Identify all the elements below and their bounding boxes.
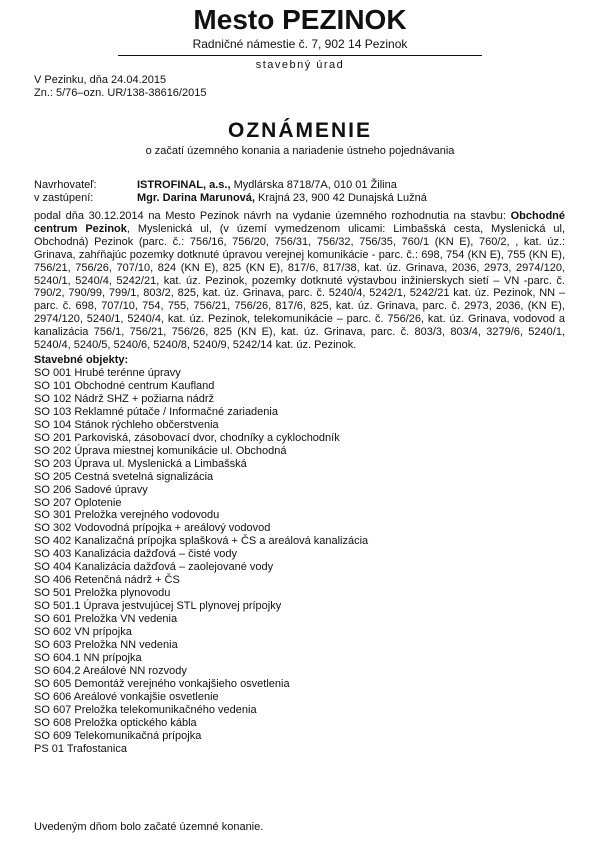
header-divider bbox=[118, 55, 482, 56]
list-item: SO 604.1 NN prípojka bbox=[34, 651, 142, 664]
representative-label: v zastúpení: bbox=[34, 192, 94, 204]
project-description: , Myslenická ul, (v území vymedzenom ulicami: Limbašská cesta, Myslenická ul, Obchodná) Pezinok (parc. č.: 756/16, 756/20, 756/31, 756/32, 756/35, 760/1 (KN E), 760/2, , kat. úz.: Grinava, zahŕňajúc pozemky dotknuté úpravou verejnej komunikácie - parc. č.: 698, 754 (KN E), 755 (KN E), 756/21, 756/26, 707/10, 824 (KN E), 825 (KN E), 817/6, 817/38, kat. úz. Grinava, 2036, 2973, 2974/120, 5240/1, 5240/4, 5242/21, kat. úz. Pezinok, pozemky dotknuté výstavbou inžinierskych sietí – VN -parc. č. 790/2, 790/99, 799/1, 803/2, 825, kat. úz. Grinava, parc. č. 5240/4, 5242/1, 5242/21 kat. úz. Pezinok, NN – parc. č. 698, 707/10, 754, 755, 756/21, 756/26, 817/6, 825, kat. úz. Grinava, parc. č. 2973, 2036, (KN E), 2974/120, 5240/1, 5240/4, kat. úz. Pezinok, telekomunikácie – parc. č. 756/26, kat. úz. Grinava, vodovod a kanalizácia 756/1, 756/21, 756/26, 825 (KN E), kat. úz. Grinava, parc. č. 803/3, 803/4, 3279/6, 5240/1, 5240/4, 5240/5, 5240/6, 5240/8, 5240/9, 5242/14 kat. úz. Pezinok. bbox=[34, 222, 566, 352]
list-item: SO 603 Preložka NN vedenia bbox=[34, 639, 178, 652]
representative-address: Krajná 23, 900 42 Dunajská Lužná bbox=[254, 192, 427, 204]
list-item: SO 103 Reklamné pútače / Informačné zariadenia bbox=[34, 405, 278, 418]
city-title: Mesto PEZINOK bbox=[193, 4, 407, 35]
date-line: V Pezinku, dňa 24.04.2015 bbox=[34, 74, 167, 86]
office-name: stavebný úrad bbox=[255, 59, 345, 71]
list-item: SO 206 Sadové úpravy bbox=[34, 483, 148, 496]
city-address: Radničné námestie č. 7, 902 14 Pezinok bbox=[192, 37, 408, 51]
list-item: SO 605 Demontáž verejného vonkajšieho osvetlenia bbox=[34, 677, 290, 690]
list-item: PS 01 Trafostanica bbox=[34, 742, 127, 755]
list-item: SO 201 Parkoviská, zásobovací dvor, chodníky a cyklochodník bbox=[34, 431, 340, 444]
list-item: SO 608 Preložka optického kábla bbox=[34, 716, 197, 729]
list-item: SO 104 Stánok rýchleho občerstvenia bbox=[34, 418, 219, 431]
applicant-line bbox=[34, 179, 397, 192]
project-name: Obchodné centrum Pezinok bbox=[34, 210, 565, 235]
notice-title: OZNÁMENIE bbox=[228, 119, 372, 142]
list-item: SO 501 Preložka plynovodu bbox=[34, 587, 171, 600]
file-number: Zn.: 5/76–ozn. UR/138-38616/2015 bbox=[34, 87, 207, 99]
list-item: SO 301 Preložka verejného vodovodu bbox=[34, 509, 220, 522]
closing-sentence: Uvedeným dňom bolo začaté územné konanie. bbox=[34, 821, 264, 833]
list-item: SO 102 Nádrž SHZ + požiarna nádrž bbox=[34, 392, 215, 405]
application-text bbox=[34, 210, 565, 352]
date-block bbox=[34, 74, 206, 100]
representative-name: Mgr. Darina Marunová, bbox=[137, 192, 255, 204]
list-item: SO 501.1 Úprava jestvujúcej STL plynovej prípojky bbox=[34, 600, 282, 613]
objects-list bbox=[34, 367, 368, 756]
list-item: SO 404 Kanalizácia dažďová – zaolejované vody bbox=[34, 561, 274, 574]
list-item: SO 607 Preložka telekomunikačného vedenia bbox=[34, 703, 257, 716]
list-item: SO 402 Kanalizačná prípojka splašková + ČS a areálová kanalizácia bbox=[34, 535, 369, 548]
list-item: SO 202 Úprava miestnej komunikácie ul. Obchodná bbox=[34, 444, 287, 457]
list-item: SO 302 Vodovodná prípojka + areálový vodovod bbox=[34, 522, 271, 535]
applicant-address: Mydlárska 8718/7A, 010 01 Žilina bbox=[230, 179, 397, 191]
list-item: SO 604.2 Areálové NN rozvody bbox=[34, 664, 187, 677]
list-item: SO 606 Areálové vonkajšie osvetlenie bbox=[34, 690, 219, 703]
list-item: SO 609 Telekomunikačná prípojka bbox=[34, 729, 202, 742]
list-item: SO 602 VN prípojka bbox=[34, 626, 132, 639]
list-item: SO 406 Retenčná nádrž + ČS bbox=[34, 574, 180, 587]
notice-subtitle: o začatí územného konania a nariadenie ústneho pojednávania bbox=[145, 145, 455, 157]
list-item: SO 207 Oplotenie bbox=[34, 496, 122, 509]
list-item: SO 101 Obchodné centrum Kaufland bbox=[34, 379, 215, 392]
applicant-label: Navrhovateľ: bbox=[34, 179, 97, 191]
list-item: SO 001 Hrubé terénne úpravy bbox=[34, 367, 181, 379]
list-item: SO 203 Úprava ul. Myslenická a Limbašská bbox=[34, 457, 247, 470]
objects-heading: Stavebné objekty: bbox=[34, 354, 129, 366]
list-item: SO 403 Kanalizácia dažďová – čisté vody bbox=[34, 548, 238, 561]
list-item: SO 205 Cestná svetelná signalizácia bbox=[34, 470, 214, 483]
representative-line bbox=[34, 192, 427, 205]
application-intro: podal dňa 30.12.2014 na Mesto Pezinok návrh na vydanie územného rozhodnutia na stavbu: bbox=[34, 210, 506, 222]
applicant-name: ISTROFINAL, a.s., bbox=[137, 179, 231, 191]
list-item: SO 601 Preložka VN vedenia bbox=[34, 613, 178, 626]
